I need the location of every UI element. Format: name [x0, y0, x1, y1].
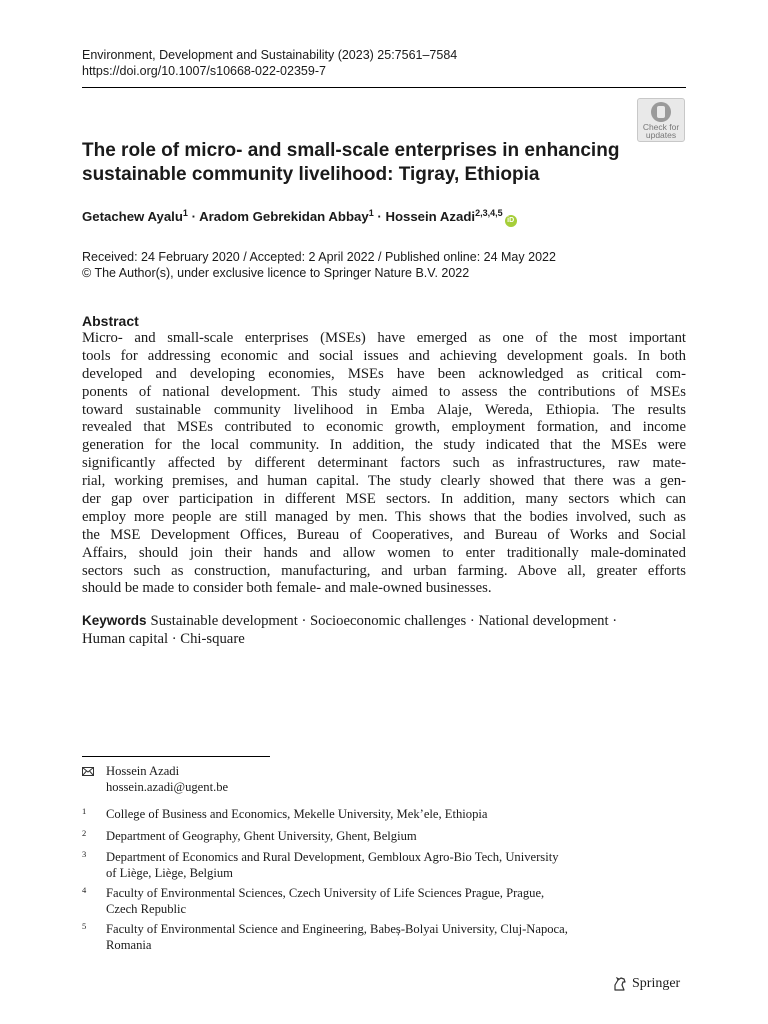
author-affiliation-ref: 1	[368, 208, 374, 218]
keywords-line-1: Sustainable development · Socioeconomic challenges · National development ·	[150, 613, 618, 629]
author-separator: ·	[187, 209, 200, 224]
abstract-line: revealed that MSEs contributed to economic growth, employment formation, and income	[82, 419, 686, 436]
author-name: Getachew Ayalu	[82, 209, 183, 224]
springer-horse-icon	[612, 976, 628, 992]
abstract-line: rial, working premises, and human capital. The study clearly showed that there was a gen-	[82, 473, 686, 490]
affiliation-text: of Liège, Liège, Belgium	[106, 865, 233, 880]
affiliation-text: Romania	[106, 937, 152, 952]
update-icon	[651, 102, 671, 122]
author-name: Hossein Azadi	[385, 209, 476, 224]
author-name: Aradom Gebrekidan Abbay	[199, 209, 369, 224]
check-updates-line2: updates	[645, 130, 677, 140]
abstract-line: should be made to consider both female- and male-owned businesses.	[82, 580, 492, 597]
affiliation-number: 2	[82, 828, 87, 838]
abstract-line: the MSE Development Offices, Bureau of Cooperatives, and Bureau of Works and Social	[82, 526, 686, 543]
abstract-line: Micro- and small-scale enterprises (MSEs) have emerged as one of the most important	[82, 330, 686, 346]
affiliation-text: Faculty of Environmental Science and Engineering, Babeș-Bolyai University, Cluj-Napoca,	[106, 922, 568, 936]
publication-history: Received: 24 February 2020 / Accepted: 2 April 2022 / Published online: 24 May 2022	[82, 250, 556, 264]
author-affiliation-ref: 2,3,4,5	[475, 208, 503, 218]
title-line-1: The role of micro- and small-scale enterprises in enhancing	[82, 140, 620, 161]
author-affiliation-ref: 1	[182, 208, 188, 218]
copyright-notice: © The Author(s), under exclusive licence to Springer Nature B.V. 2022	[82, 266, 470, 280]
footnote-rule	[82, 756, 270, 757]
orcid-icon[interactable]: iD	[505, 215, 517, 227]
header-rule	[82, 87, 686, 88]
affiliation-number: 5	[82, 921, 87, 931]
journal-citation: Environment, Development and Sustainability (2023) 25:7561–7584	[82, 48, 458, 62]
keywords-block	[82, 612, 686, 648]
keywords-line-2: Human capital · Chi-square	[82, 631, 245, 647]
check-for-updates-badge[interactable]	[637, 98, 685, 142]
affiliation-number: 4	[82, 885, 87, 895]
abstract-line: employ more people are still managed by men. This shows that the bodies involved, such as	[82, 508, 686, 525]
paper-title	[82, 139, 642, 187]
abstract-line: toward sustainable community livelihood in Emba Alaje, Wereda, Ethiopia. The results	[82, 401, 686, 418]
abstract-heading: Abstract	[82, 313, 139, 329]
keywords-label: Keywords	[82, 613, 147, 628]
doi-link[interactable]: https://doi.org/10.1007/s10668-022-02359-7	[82, 64, 326, 78]
affiliation-text: Department of Geography, Ghent University, Ghent, Belgium	[106, 829, 417, 843]
author-separator: ·	[373, 209, 386, 224]
abstract-line: sectors such as construction, manufacturing, and urban farming. Above all, greater efforts	[82, 562, 686, 579]
springer-logo	[612, 973, 692, 995]
abstract-line: ponents of national development. This study aimed to assess the contributions of MSEs	[82, 383, 686, 400]
affiliation-text: Czech Republic	[106, 901, 187, 916]
abstract-line: developed and developing economies, MSEs have been acknowledged as critical com-	[82, 365, 686, 382]
abstract-line: Affairs, should join their hands and allow women to enter traditionally male-dominated	[82, 544, 686, 561]
affiliation-text: Department of Economics and Rural Development, Gembloux Agro-Bio Tech, University	[106, 850, 559, 864]
title-line-2: sustainable community livelihood: Tigray, Ethiopia	[82, 164, 540, 185]
affiliation-text: Faculty of Environmental Sciences, Czech University of Life Sciences Prague, Prague,	[106, 886, 545, 900]
abstract-line: significantly affected by different determinant factors such as infrastructures, raw mate-	[82, 455, 686, 472]
journal-header	[82, 47, 686, 79]
check-updates-line1: Check for	[642, 122, 680, 132]
abstract-text	[82, 330, 686, 598]
corresponding-name: Hossein Azadi	[106, 764, 180, 778]
abstract-line: tools for addressing economic and social issues and achieving development goals. In both	[82, 347, 686, 364]
abstract-line: der gap over participation in different MSE sectors. In addition, many sectors which can	[82, 491, 686, 508]
publication-dates	[82, 249, 686, 281]
affiliation-text: College of Business and Economics, Mekelle University, Mek’ele, Ethiopia	[106, 807, 488, 821]
affiliation-number: 1	[82, 806, 87, 816]
envelope-icon	[82, 767, 94, 776]
abstract-line: generation for the local community. In addition, the study indicated that the MSEs were	[82, 437, 686, 454]
corresponding-email[interactable]: hossein.azadi@ugent.be	[106, 779, 229, 794]
publisher-name: Springer	[632, 976, 681, 991]
affiliation-number: 3	[82, 849, 87, 859]
author-list	[82, 208, 642, 227]
